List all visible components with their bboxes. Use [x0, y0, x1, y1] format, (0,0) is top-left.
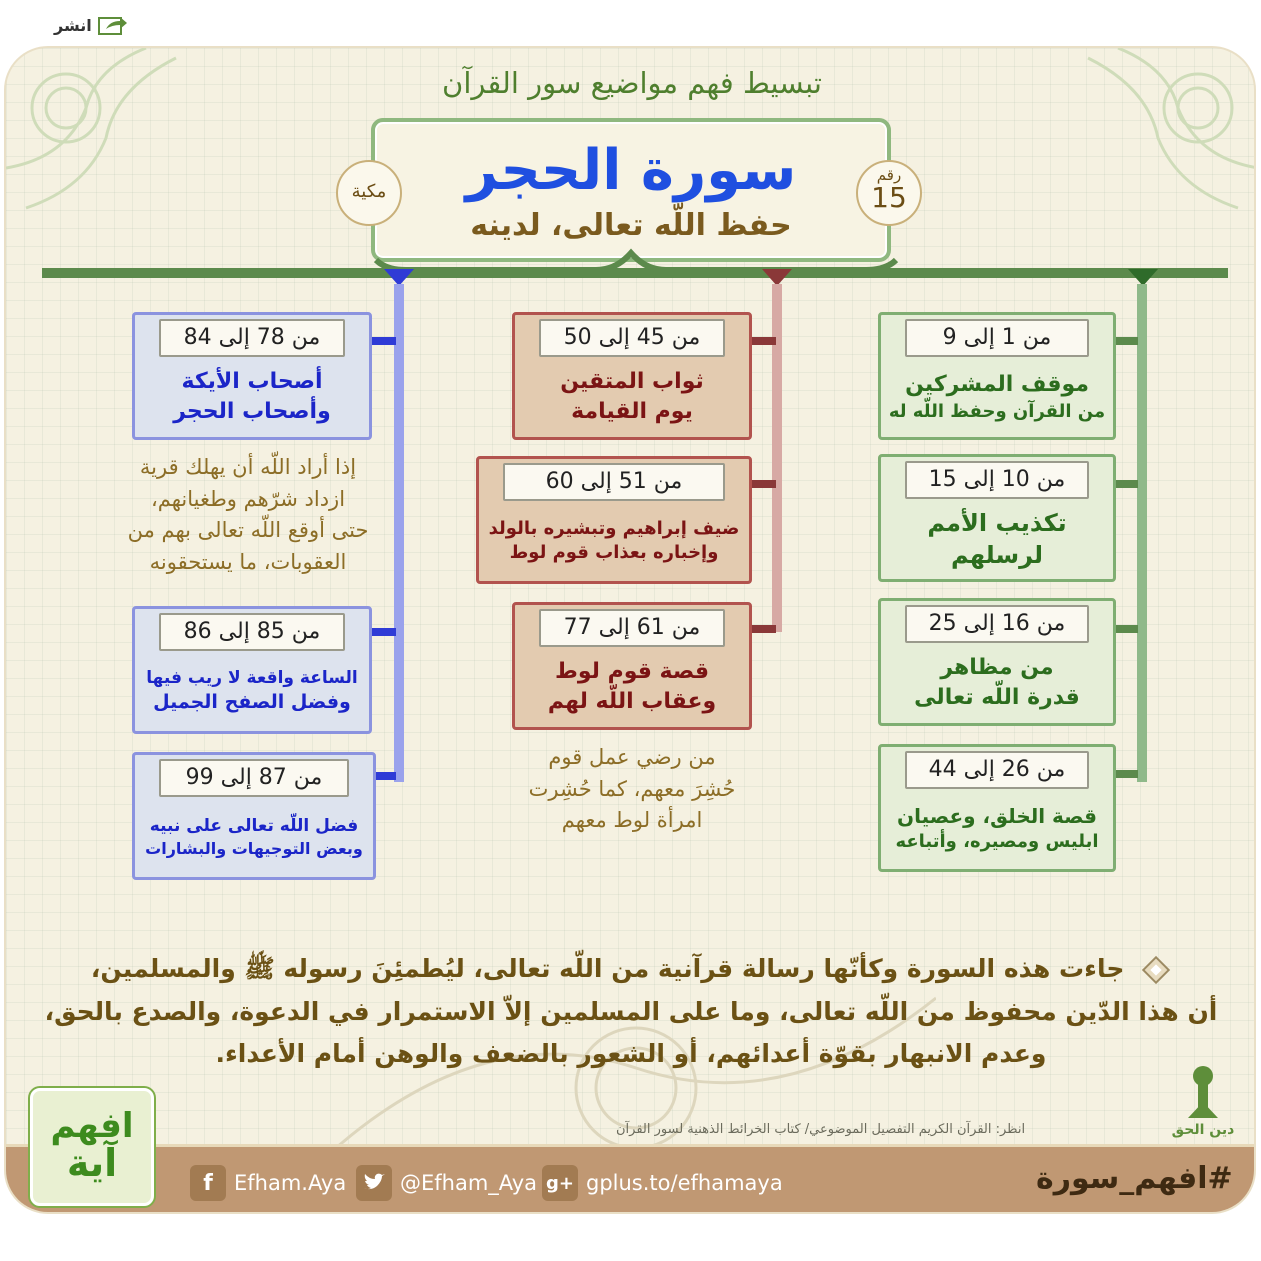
topic-line: يوم القيامة	[571, 399, 693, 424]
blue-column-note	[106, 452, 390, 578]
verse-range: من 87 إلى 99	[159, 759, 349, 797]
hashtag: #افهم_سورة	[1036, 1161, 1233, 1196]
note-line: حُشِرَ معهم، كما حُشِرت	[528, 776, 736, 801]
surah-number: 15	[871, 181, 907, 214]
facebook-handle: Efham.Aya	[234, 1171, 347, 1195]
number-label: رقم	[876, 166, 902, 184]
twitter-handle: @Efham_Aya	[400, 1171, 538, 1195]
surah-name: سورة الحجر	[465, 138, 797, 203]
summary-line: أن هذا الدّين محفوظ من اللّه تعالى، وما على المسلمين إلاّ الاستمرار في الدعوة، والصدع بالحق،	[44, 996, 1218, 1026]
topic-line: من القرآن وحفظ اللّه له	[888, 400, 1106, 422]
verse-range: من 78 إلى 84	[159, 319, 345, 357]
note-line: ازداد شرّهم وطغيانهم،	[150, 486, 346, 511]
surah-summary	[36, 948, 1226, 1076]
topic-line: وأصحاب الحجر	[173, 399, 331, 424]
note-line: حتى أوقع اللّه تعالى بهم من	[127, 518, 369, 542]
red-column-note	[492, 742, 772, 837]
topic-box-green-2	[878, 454, 1116, 582]
topic-box-blue-2	[132, 606, 372, 734]
deen-alhaq-logo	[1170, 1062, 1236, 1148]
gplus-link[interactable]	[542, 1165, 783, 1201]
verse-range: من 45 إلى 50	[539, 319, 725, 357]
green-branch-line	[1137, 284, 1147, 782]
note-line: امرأة لوط معهم	[561, 808, 703, 832]
facebook-link[interactable]	[190, 1165, 346, 1201]
efham-aya-logo	[30, 1088, 154, 1206]
verse-range: من 85 إلى 86	[159, 613, 345, 651]
topic-line: موقف المشركين	[905, 372, 1089, 397]
topic-line: أصحاب الأيكة	[181, 369, 323, 395]
topic-line: الساعة واقعة لا ريب فيها	[146, 667, 358, 688]
blue-branch-line	[394, 284, 404, 782]
source-citation: انظر: القرآن الكريم التفصيل الموضوعي/ كتاب الخرائط الذهنية لسور القرآن	[616, 1122, 1026, 1137]
share-icon	[98, 14, 128, 36]
verse-range: من 16 إلى 25	[905, 605, 1089, 643]
revelation-type-label: مكية	[351, 181, 387, 202]
note-line: من رضي عمل قوم	[548, 745, 716, 769]
verse-range: من 26 إلى 44	[905, 751, 1089, 789]
topic-box-green-1	[878, 312, 1116, 440]
topic-box-red-2	[476, 456, 752, 584]
topic-line: قدرة اللّه تعالى	[914, 685, 1080, 710]
twitter-link[interactable]	[356, 1165, 537, 1201]
note-line: العقوبات، ما يستحقونه	[149, 549, 347, 574]
topic-line: ثواب المتقين	[560, 369, 704, 395]
topic-line: وعقاب اللّه لهم	[547, 689, 717, 714]
topic-line: فضل اللّه تعالى على نبيه	[149, 815, 359, 836]
topic-line: من مظاهر	[940, 655, 1054, 681]
summary-line: وعدم الانبهار بقوّة أعدائهم، أو الشعور بالضعف والوهن أمام الأعداء.	[215, 1039, 1047, 1068]
logo-line: افهم	[50, 1106, 134, 1146]
twitter-icon	[356, 1165, 392, 1201]
verse-range: من 1 إلى 9	[905, 319, 1089, 357]
topic-line: ضيف إبراهيم وتبشيره بالولد	[488, 517, 740, 539]
topic-line: قصة الخلق، وعصيان	[897, 804, 1097, 829]
topic-line: ابليس ومصيره، وأتباعه	[895, 831, 1099, 853]
topic-line: قصة قوم لوط	[555, 659, 709, 685]
topic-line: لرسلهم	[951, 541, 1044, 569]
topic-box-blue-3	[132, 752, 376, 880]
topic-box-green-3	[878, 598, 1116, 726]
summary-line: جاءت هذه السورة وكأنّها رسالة قرآنية من اللّه تعالى، ليُطمئِنَ رسوله ﷺ والمسلمين،	[90, 954, 1125, 983]
topic-line: وفضل الصفح الجميل	[153, 690, 351, 713]
deen-logo-text: دين الحق	[1171, 1122, 1235, 1138]
red-branch-line	[772, 284, 782, 632]
topic-box-red-1	[512, 312, 752, 440]
gplus-url: gplus.to/efhamaya	[586, 1171, 783, 1195]
topic-box-green-4	[878, 744, 1116, 872]
footer-bar	[6, 1141, 1256, 1214]
topic-line: وبعض التوجيهات والبشارات	[145, 838, 363, 858]
topic-box-blue-1	[132, 312, 372, 440]
verse-range: من 10 إلى 15	[905, 461, 1089, 499]
surah-theme: حفظ اللّه تعالى، لدينه	[470, 207, 792, 243]
verse-range: من 61 إلى 77	[539, 609, 725, 647]
google-plus-icon: g+	[542, 1165, 578, 1201]
topic-line: تكذيب الأمم	[927, 508, 1067, 537]
share-link[interactable]	[54, 14, 128, 36]
main-branch-bar	[42, 268, 1228, 278]
note-line: إذا أراد اللّه أن يهلك قرية	[139, 455, 357, 479]
topic-line: وإخباره بعذاب قوم لوط	[509, 542, 719, 563]
facebook-icon: f	[190, 1165, 226, 1201]
share-label: انشر	[54, 15, 92, 35]
minaret-icon	[1178, 1062, 1228, 1118]
topic-box-red-3	[512, 602, 752, 730]
verse-range: من 51 إلى 60	[503, 463, 725, 501]
diamond-bullet-icon	[1141, 955, 1171, 985]
page-subtitle: تبسيط فهم مواضيع سور القرآن	[442, 66, 822, 100]
logo-line: آية	[66, 1141, 118, 1185]
infographic-card	[4, 46, 1256, 1214]
